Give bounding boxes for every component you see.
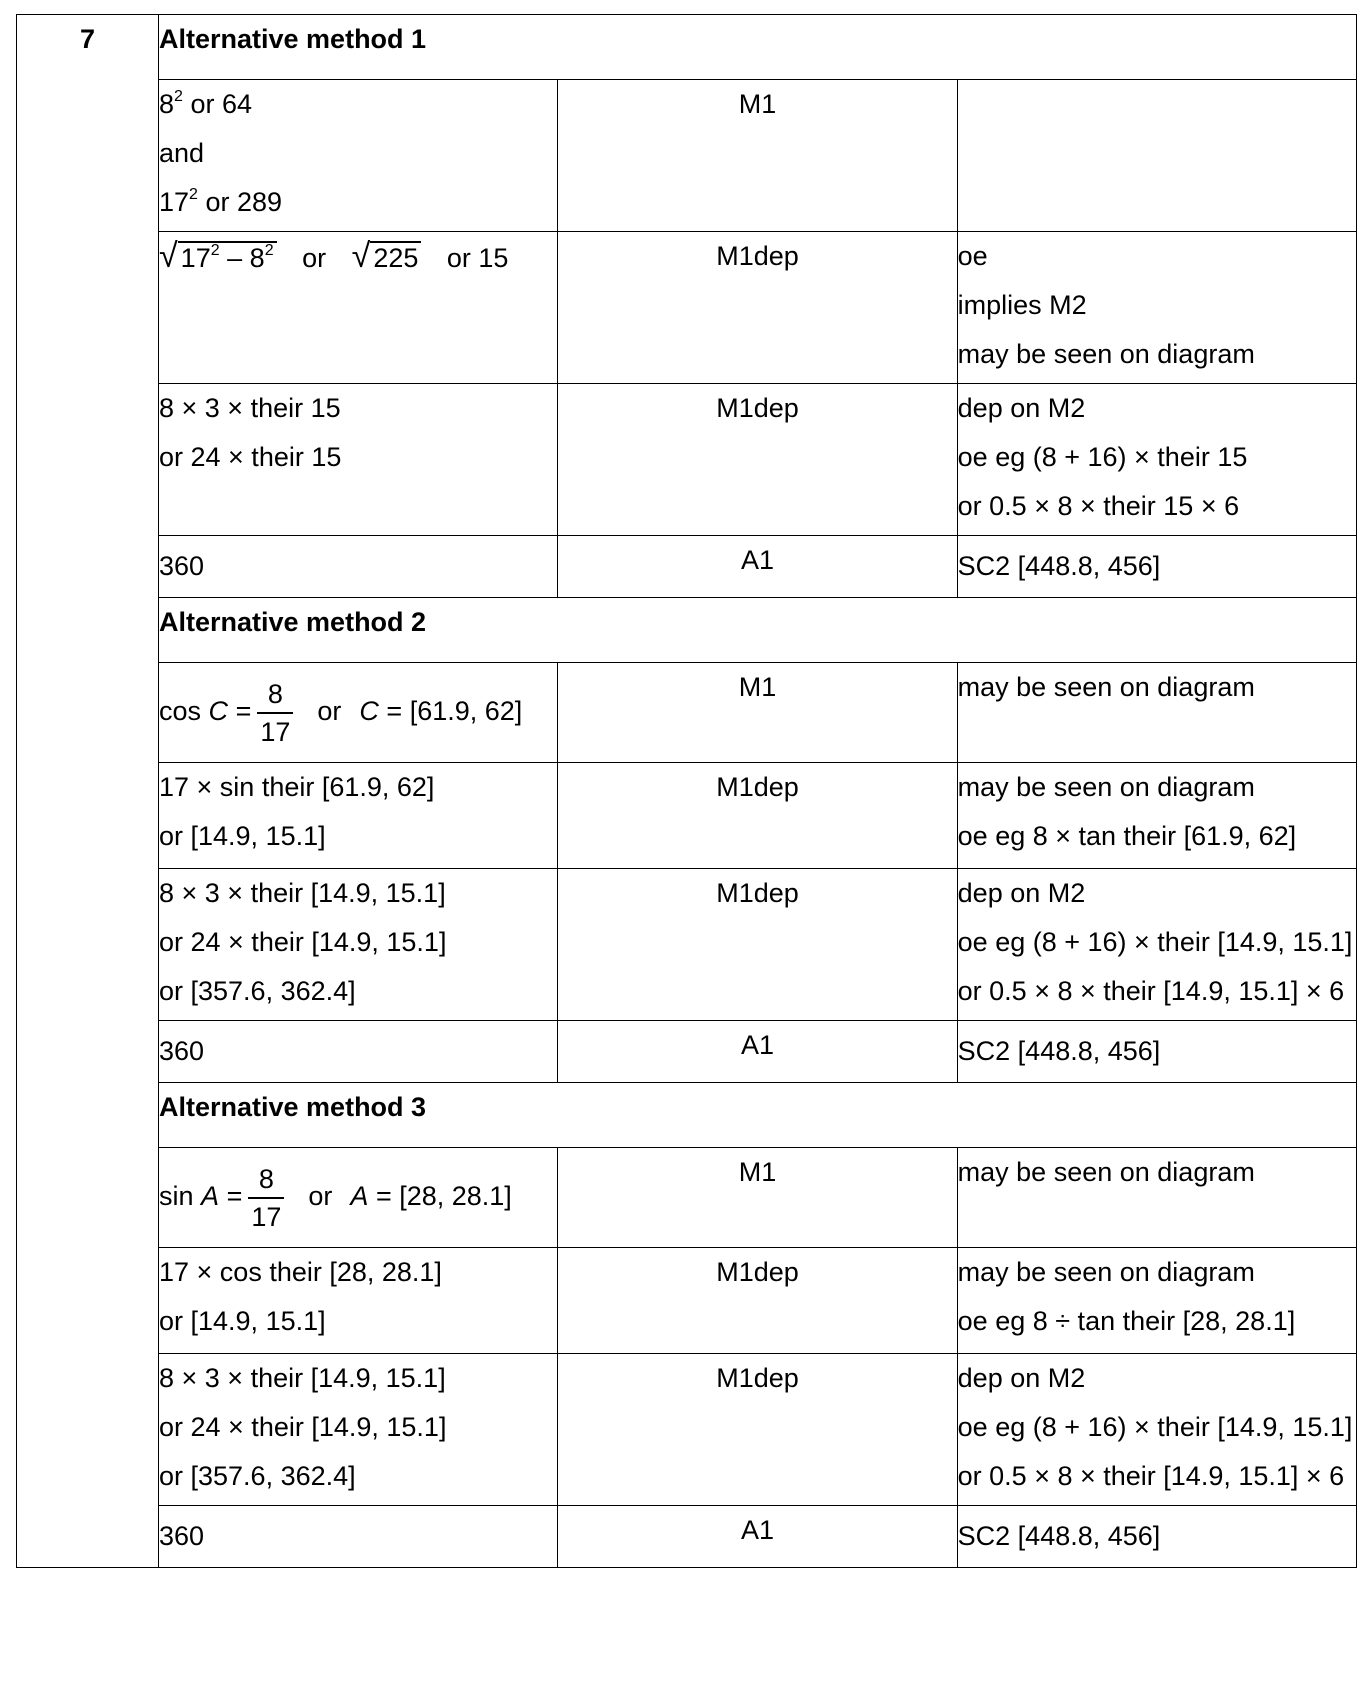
working-cell: sin A = $\frac{8}{17}$ or A = [28, 28.1] — [159, 1148, 558, 1248]
mark-cell: A1 — [558, 1506, 957, 1568]
mark-cell: M1dep — [558, 1248, 957, 1354]
comment-cell: SC2 [448.8, 456] — [957, 1021, 1356, 1083]
comment-cell: may be seen on diagram — [957, 663, 1356, 763]
comment-cell: dep on M2 oe eg (8 + 16) × their [14.9, 15.1] or 0.5 × 8 × their [14.9, 15.1] × 6 — [957, 869, 1356, 1021]
table-row — [17, 1248, 1357, 1354]
mark-scheme-table — [16, 14, 1357, 1568]
working-cell: 17 × cos their [28, 28.1] or [14.9, 15.1] — [159, 1248, 558, 1354]
working-cell: 8 × 3 × their [14.9, 15.1] or 24 × their [14.9, 15.1] or [357.6, 362.4] — [159, 1354, 558, 1506]
mark-cell: M1 — [558, 663, 957, 763]
working-cell: 360 — [159, 536, 558, 598]
method-heading-row — [17, 598, 1357, 663]
question-number: 7 — [17, 15, 159, 1568]
working-cell: 17 × sin their [61.9, 62] or [14.9, 15.1] — [159, 763, 558, 869]
working-cell: 360 — [159, 1021, 558, 1083]
working-cell: 8 × 3 × their [14.9, 15.1] or 24 × their [14.9, 15.1] or [357.6, 362.4] — [159, 869, 558, 1021]
table-row — [17, 763, 1357, 869]
mark-cell: M1dep — [558, 869, 957, 1021]
table-row — [17, 1506, 1357, 1568]
table-row — [17, 869, 1357, 1021]
method-heading: Alternative method 3 — [159, 1083, 1357, 1148]
working-cell: 8 × 3 × their 15 or 24 × their 15 — [159, 384, 558, 536]
comment-cell: oe implies M2 may be seen on diagram — [957, 232, 1356, 384]
comment-cell: may be seen on diagram — [957, 1148, 1356, 1248]
fraction: $\frac{8}{17}$ — [248, 1161, 284, 1235]
method-heading: Alternative method 2 — [159, 598, 1357, 663]
comment-cell: dep on M2 oe eg (8 + 16) × their [14.9, 15.1] or 0.5 × 8 × their [14.9, 15.1] × 6 — [957, 1354, 1356, 1506]
comment-cell: may be seen on diagram oe eg 8 × tan their [61.9, 62] — [957, 763, 1356, 869]
mark-cell: M1dep — [558, 1354, 957, 1506]
table-row — [17, 384, 1357, 536]
fraction: $\frac{8}{17}$ — [257, 676, 293, 750]
comment-cell: SC2 [448.8, 456] — [957, 536, 1356, 598]
method-heading: Alternative method 1 — [159, 15, 1357, 80]
comment-cell: may be seen on diagram oe eg 8 ÷ tan their [28, 28.1] — [957, 1248, 1356, 1354]
mark-cell: A1 — [558, 1021, 957, 1083]
mark-cell: M1dep — [558, 384, 957, 536]
mark-cell: M1dep — [558, 232, 957, 384]
method-heading-row — [17, 15, 1357, 80]
mark-cell: M1 — [558, 1148, 957, 1248]
table-row — [17, 232, 1357, 384]
working-cell: 360 — [159, 1506, 558, 1568]
method-heading-row — [17, 1083, 1357, 1148]
table-row — [17, 536, 1357, 598]
working-cell: √ $17^2 - 8^2$ or √ 225 or 15 — [159, 232, 558, 384]
mark-cell: M1dep — [558, 763, 957, 869]
table-row — [17, 1148, 1357, 1248]
working-cell: $8^2$ or 64 and $17^2$ or 289 — [159, 80, 558, 232]
square-root: √ 225 — [352, 243, 422, 273]
square-root: √ $17^2 - 8^2$ — [159, 243, 277, 273]
comment-cell — [957, 80, 1356, 232]
table-row — [17, 1354, 1357, 1506]
working-cell: cos C = $\frac{8}{17}$ or C = [61.9, 62] — [159, 663, 558, 763]
comment-cell: SC2 [448.8, 456] — [957, 1506, 1356, 1568]
mark-cell: A1 — [558, 536, 957, 598]
comment-cell: dep on M2 oe eg (8 + 16) × their 15 or 0.5 × 8 × their 15 × 6 — [957, 384, 1356, 536]
table-row — [17, 80, 1357, 232]
table-row — [17, 663, 1357, 763]
table-row — [17, 1021, 1357, 1083]
mark-cell: M1 — [558, 80, 957, 232]
